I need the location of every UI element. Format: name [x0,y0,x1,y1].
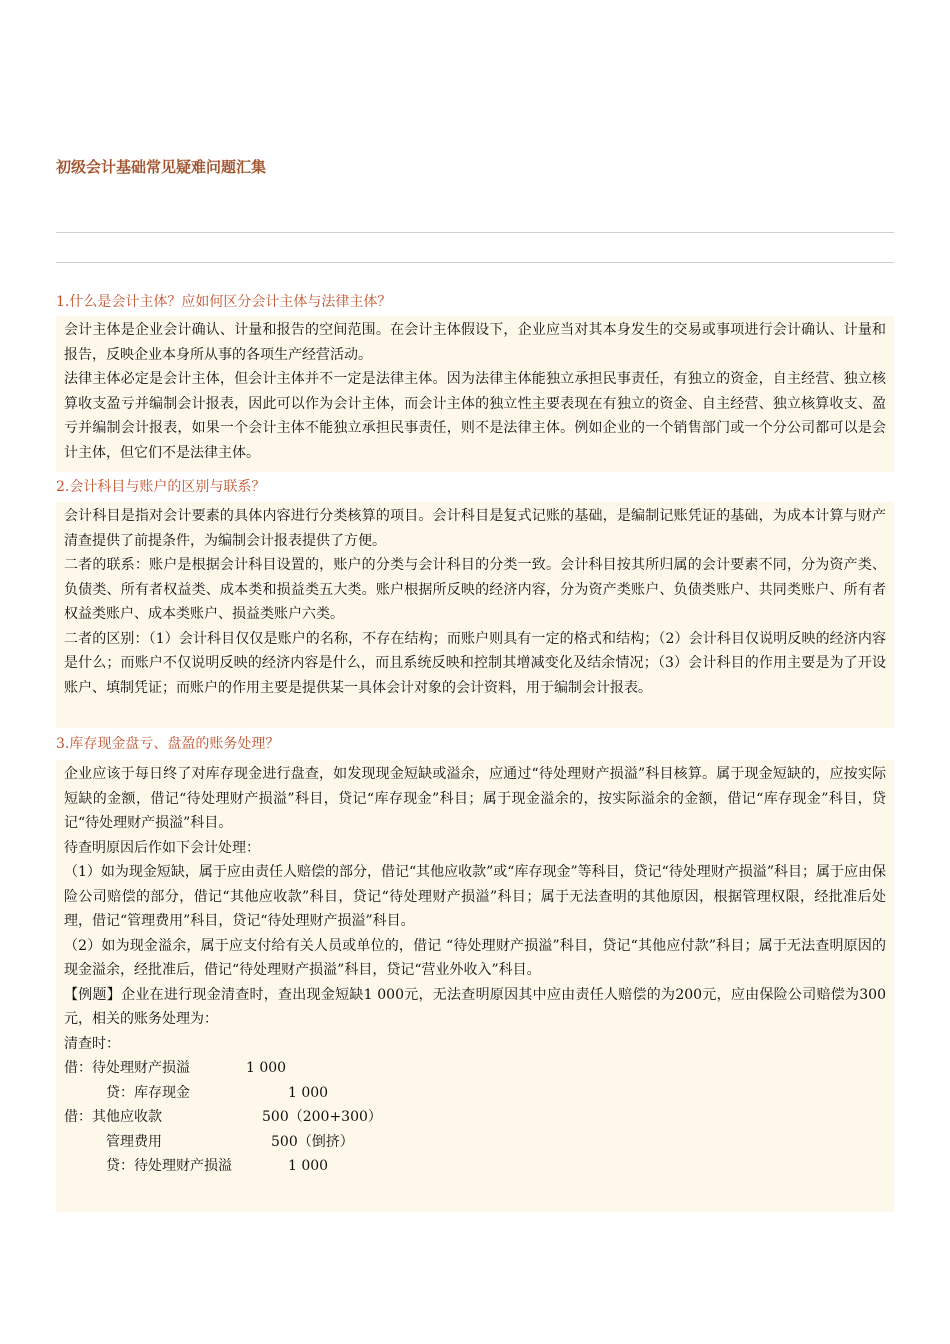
answer-1 [56,316,894,472]
journal-account: 贷：待处理财产损溢 [106,1158,232,1174]
example-paragraph: 【例题】企业在进行现金清查时，查出现金短缺1 000元，无法查明原因其中应由责任人赔偿的为200元，应由保险公司赔偿为300元，相关的账务处理为： [64,986,886,1027]
answer-2 [56,502,894,728]
journal-entry-row [64,1154,886,1179]
journal-amount: 500（200+300） [262,1109,382,1125]
answer-1-paragraph: 法律主体必定是会计主体，但会计主体并不一定是法律主体。因为法律主体能独立承担民事责任，有独立的资金，自主经营、独立核算收支盈亏并编制会计报表，因此可以作为会计主体，而会计主体的独立性主要表现在有独立的资金、自主经营、独立核算收支、盈亏并编制会计报表，如果一个会计主体不能独立承担民事责任，则不是法律主体。例如企业的一个销售部门或一个分公司都可以是会计主体，但它们不是法律主体。 [64,371,886,461]
answer-2-paragraph: 二者的区别：（1）会计科目仅仅是账户的名称，不存在结构；而账户则具有一定的格式和结构；（2）会计科目仅说明反映的经济内容是什么；而账户不仅说明反映的经济内容是什么，而且系统反映和控制其增减变化及结余情况；（3）会计科目的作用主要是为了开设账户、填制凭证；而账户的作用主要是提供某一具体会计对象的会计资料，用于编制会计报表。 [64,630,886,696]
answer-3-paragraph: （1）如为现金短缺，属于应由责任人赔偿的部分，借记“其他应收款”或“库存现金”等科目，贷记“待处理财产损溢”科目；属于应由保险公司赔偿的部分，借记“其他应收款”科目，贷记“待处理财产损溢”科目；属于无法查明的其他原因，根据管理权限，经批准后处理，借记“管理费用”科目，贷记“待处理财产损溢”科目。 [64,864,886,929]
journal-amount: 1 000 [288,1084,329,1101]
journal-entry-row [64,1081,886,1106]
page-title: 初级会计基础常见疑难问题汇集 [56,158,267,176]
journal-entry-row [64,1130,886,1155]
answer-3-paragraph: 待查明原因后作如下会计处理： [64,839,260,856]
journal-account: 贷：库存现金 [106,1084,190,1101]
answer-3-paragraph: 企业应该于每日终了对库存现金进行盘查，如发现现金短缺或溢余，应通过“待处理财产损溢”科目核算。属于现金短缺的，应按实际短缺的金额，借记“待处理财产损溢”科目，贷记“库存现金”科目；属于现金溢余的，按实际溢余的金额，借记“库存现金”科目，贷记“待处理财产损溢”科目。 [64,766,886,831]
question-1-title: 1.什么是会计主体？应如何区分会计主体与法律主体？ [56,294,392,310]
journal-amount: 500（倒挤） [271,1133,354,1150]
answer-1-paragraph: 会计主体是企业会计确认、计量和报告的空间范围。在会计主体假设下，企业应当对其本身发生的交易或事项进行会计确认、计量和报告，反映企业本身所从事的各项生产经营活动。 [64,322,886,363]
answer-2-paragraph: 二者的联系：账户是根据会计科目设置的，账户的分类与会计科目的分类一致。会计科目按其所归属的会计要素不同，分为资产类、负债类、所有者权益类、成本类和损益类五大类。账户根据所反映的经济内容，分为资产类账户、负债类账户、共同类账户、所有者权益类账户、成本类账户、损益类账户六类。 [64,557,886,622]
second-divider [56,262,894,263]
journal-amount: 1 000 [246,1060,287,1076]
question-2-title: 2.会计科目与账户的区别与联系？ [56,479,266,495]
journal-account: 借：其他应收款 [64,1109,162,1125]
question-3-title: 3.库存现金盘亏、盘盈的账务处理？ [56,736,280,752]
journal-entry-row [64,1105,886,1130]
journal-account: 管理费用 [106,1133,162,1150]
answer-2-paragraph: 会计科目是指对会计要素的具体内容进行分类核算的项目。会计科目是复式记账的基础，是编制记账凭证的基础，为成本计算与财产清查提供了前提条件，为编制会计报表提供了方便。 [64,508,886,549]
check-label: 清查时： [64,1035,120,1052]
journal-amount: 1 000 [288,1158,329,1174]
answer-3 [56,760,894,1212]
top-divider [56,232,894,233]
answer-3-paragraph: （2）如为现金溢余，属于应支付给有关人员或单位的，借记 “待处理财产损溢”科目，贷记“其他应付款”科目；属于无法查明原因的现金溢余，经批准后，借记“待处理财产损溢”科目，贷记“营业外收入”科目。 [64,937,886,978]
journal-account: 借：待处理财产损溢 [64,1060,190,1076]
journal-entry-row [64,1056,886,1081]
